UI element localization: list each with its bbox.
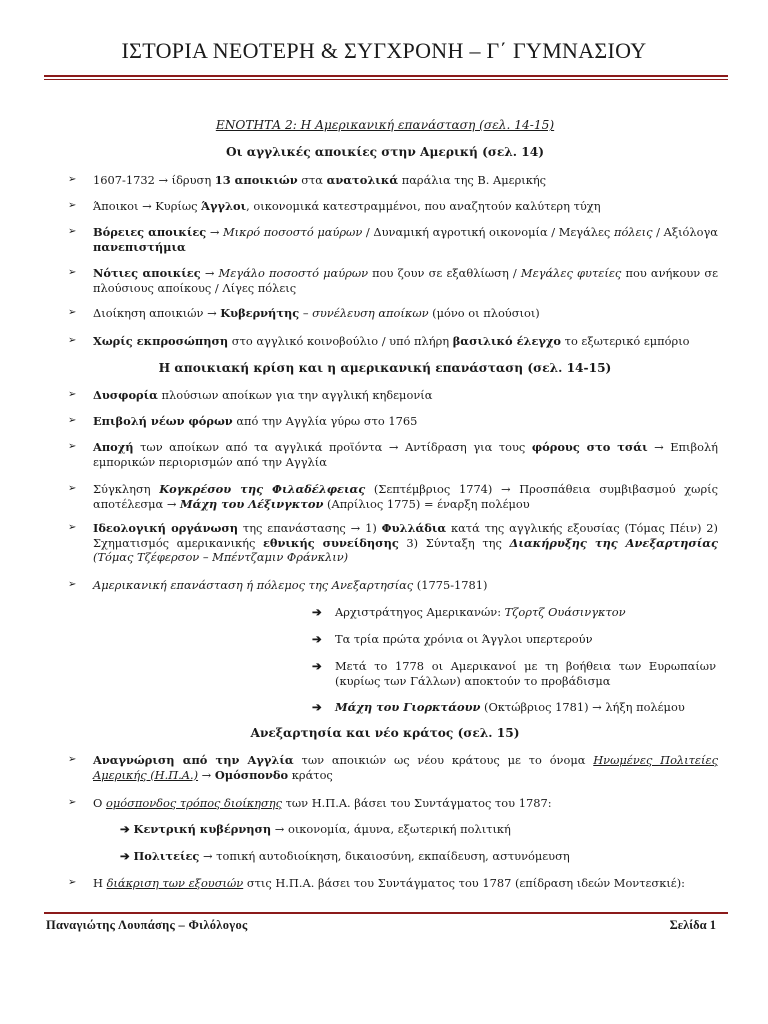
section-title-colonies: Οι αγγλικές αποικίες στην Αμερική (σελ. 14) — [226, 145, 544, 159]
header-rule-thin — [44, 79, 728, 80]
sub-list-item: ➔ Πολιτείες → τοπική αυτοδιοίκηση, δικαιοσύνη, εκπαίδευση, αστυνόμευση — [120, 849, 570, 863]
list-item: ➢ Επιβολή νέων φόρων από την Αγγλία γύρω στο 1765 — [68, 414, 418, 428]
footer-page-number: Σελίδα 1 — [669, 918, 716, 932]
arrowhead-bullet-icon: ➢ — [68, 174, 77, 185]
list-item: ➢ Άποικοι → Κυρίως Άγγλοι, οικονομικά κατεστραμμένοι, που αναζητούν καλύτερη τύχη — [68, 199, 601, 213]
arrowhead-bullet-icon: ➢ — [68, 389, 77, 400]
page-header-title: ΙΣΤΟΡΙΑ ΝΕΟΤΕΡΗ & ΣΥΓΧΡΟΝΗ – Γ΄ ΓΥΜΝΑΣΙΟΥ — [121, 38, 647, 63]
bold-arrow-icon: ➔ — [312, 632, 322, 646]
header-rule — [44, 75, 728, 77]
list-item: ➢ Αναγνώριση από την Αγγλία των αποικιών ως νέου κράτους με το όνομα Ηνωμένες Πολιτείες Αμερικής (Η.Π.Α.) → Ομόσπονδο κράτος — [68, 753, 718, 782]
arrowhead-bullet-icon: ➢ — [68, 579, 77, 590]
bold-arrow-icon: ➔ — [312, 659, 322, 673]
list-item: ➢ Βόρειες αποικίες → Μικρό ποσοστό μαύρων / Δυναμική αγροτική οικονομία / Μεγάλες πόλεις / Αξιόλογα πανεπιστήμια — [68, 225, 718, 254]
arrowhead-bullet-icon: ➢ — [68, 415, 77, 426]
unit-title: ΕΝΟΤΗΤΑ 2: Η Αμερικανική επανάσταση (σελ. 14-15) — [215, 118, 555, 132]
arrowhead-bullet-icon: ➢ — [68, 335, 77, 346]
bold-arrow-icon: ➔ — [312, 605, 322, 619]
list-item: ➢ Ο ομόσπονδος τρόπος διοίκησης των Η.Π.Α. βάσει του Συντάγματος του 1787: — [68, 796, 552, 810]
sub-list-item: ➔ Μάχη του Γιορκτάουν (Οκτώβριος 1781) → λήξη πολέμου — [312, 700, 685, 714]
arrowhead-bullet-icon: ➢ — [68, 877, 77, 888]
list-item: ➢ Αποχή των αποίκων από τα αγγλικά προϊόντα → Αντίδραση για τους φόρους στο τσάι → Επιβολή εμπορικών περιορισμών από την Αγγλία — [68, 440, 718, 469]
arrowhead-bullet-icon: ➢ — [68, 226, 77, 237]
arrowhead-bullet-icon: ➢ — [68, 483, 77, 494]
footer-rule — [44, 912, 728, 914]
arrowhead-bullet-icon: ➢ — [68, 267, 77, 278]
list-item: ➢ Χωρίς εκπροσώπηση στο αγγλικό κοινοβούλιο / υπό πλήρη βασιλικό έλεγχο το εξωτερικό εμπόριο — [68, 334, 690, 348]
arrowhead-bullet-icon: ➢ — [68, 307, 77, 318]
list-item: ➢ Διοίκηση αποικιών → Κυβερνήτης – συνέλευση αποίκων (μόνο οι πλούσιοι) — [68, 306, 540, 320]
list-item: ➢ Η διάκριση των εξουσιών στις Η.Π.Α. βάσει του Συντάγματος του 1787 (επίδραση ιδεών Μοντεσκιέ): — [68, 876, 685, 890]
sub-list-item: ➔ Αρχιστράτηγος Αμερικανών: Τζορτζ Ουάσινγκτον — [312, 605, 626, 619]
arrowhead-bullet-icon: ➢ — [68, 200, 77, 211]
list-item: ➢ Νότιες αποικίες → Μεγάλο ποσοστό μαύρων που ζουν σε εξαθλίωση / Μεγάλες φυτείες που ανήκουν σε πλούσιους αποίκους / Λίγες πόλεις — [68, 266, 718, 295]
list-item: ➢ Ιδεολογική οργάνωση της επανάστασης → 1) Φυλλάδια κατά της αγγλικής εξουσίας (Τόμας Πέιν) 2) Σχηματισμός αμερικανικής εθνικής συνείδησης 3) Σύνταξη της Διακήρυξης της Ανεξαρτησίας (Τόμας Τζέφερσον – Μπέντζαμιν Φράνκλιν) — [68, 521, 718, 564]
sub-list-item: ➔ Κεντρική κυβέρνηση → οικονομία, άμυνα, εξωτερική πολιτική — [120, 822, 511, 836]
list-item: ➢ Αμερικανική επανάσταση ή πόλεμος της Ανεξαρτησίας (1775-1781) — [68, 578, 488, 592]
arrowhead-bullet-icon: ➢ — [68, 441, 77, 452]
arrowhead-bullet-icon: ➢ — [68, 754, 77, 765]
list-item: ➢ 1607-1732 → ίδρυση 13 αποικιών στα ανατολικά παράλια της Β. Αμερικής — [68, 173, 547, 187]
arrowhead-bullet-icon: ➢ — [68, 522, 77, 533]
sub-list-item: ➔ Τα τρία πρώτα χρόνια οι Άγγλοι υπερτερούν — [312, 632, 593, 646]
list-item: ➢ Δυσφορία πλούσιων αποίκων για την αγγλική κηδεμονία — [68, 388, 433, 402]
bold-arrow-icon: ➔ — [120, 822, 130, 836]
arrowhead-bullet-icon: ➢ — [68, 797, 77, 808]
section-title-independence: Ανεξαρτησία και νέο κράτος (σελ. 15) — [250, 726, 520, 740]
section-title-crisis: Η αποικιακή κρίση και η αμερικανική επανάσταση (σελ. 14-15) — [158, 361, 612, 375]
bold-arrow-icon: ➔ — [312, 700, 322, 714]
sub-list-item: ➔ Μετά το 1778 οι Αμερικανοί με τη βοήθεια των Ευρωπαίων (κυρίως των Γάλλων) αποκτούν το προβάδισμα — [312, 659, 716, 688]
footer-author: Παναγιώτης Λουπάσης – Φιλόλογος — [46, 918, 248, 932]
list-item: ➢ Σύγκληση Κογκρέσου της Φιλαδέλφειας (Σεπτέμβριος 1774) → Προσπάθεια συμβιβασμού χωρίς αποτέλεσμα → Μάχη του Λέξινγκτον (Απρίλιος 1775) = έναρξη πολέμου — [68, 482, 718, 511]
bold-arrow-icon: ➔ — [120, 849, 130, 863]
